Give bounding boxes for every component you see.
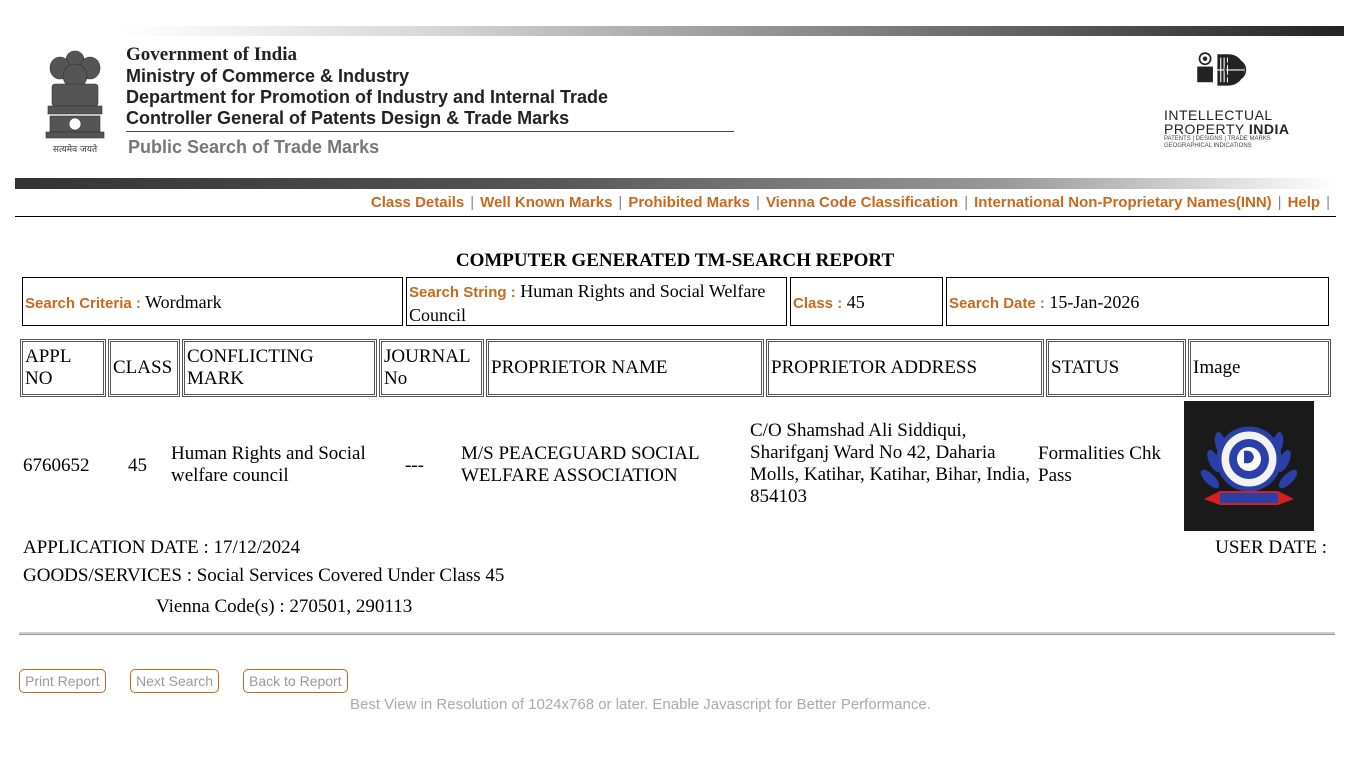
user-date: USER DATE : (1215, 537, 1327, 558)
header-ministry: Ministry of Commerce & Industry (126, 66, 410, 86)
nav-separator: | (1326, 194, 1330, 211)
nav-separator: | (1277, 194, 1282, 211)
col-journal-no: JOURNAL No (379, 339, 484, 397)
ipi-line2b: INDIA (1248, 121, 1290, 137)
row-journal: --- (405, 455, 424, 476)
ipi-line3: PATENTS | DESIGNS | TRADE MARKS (1164, 136, 1271, 142)
nav-vienna-code[interactable]: Vienna Code Classification (765, 194, 959, 211)
nav-class-details[interactable]: Class Details (370, 194, 465, 211)
back-to-report-button[interactable]: Back to Report (243, 669, 348, 693)
nav-separator: | (756, 194, 760, 211)
col-status: STATUS (1046, 339, 1186, 397)
search-criteria-box (22, 277, 403, 326)
top-nav (371, 194, 1336, 211)
search-date-label: Search Date : (949, 295, 1045, 312)
trademark-image[interactable] (1184, 401, 1314, 531)
nav-underline (15, 216, 1336, 217)
search-criteria-value: Wordmark (145, 292, 222, 312)
search-criteria-label: Search Criteria : (25, 295, 141, 312)
nav-separator: | (964, 194, 969, 211)
goods-services: GOODS/SERVICES : Social Services Covered Under Class 45 (23, 565, 505, 586)
ipi-line4: GEOGRAPHICAL INDICATIONS (1164, 143, 1252, 149)
header-government: Government of India (126, 44, 297, 65)
col-class: CLASS (108, 339, 180, 397)
col-image: Image (1188, 339, 1331, 397)
ip-india-logo-icon (1162, 52, 1312, 108)
print-report-button[interactable]: Print Report (19, 669, 106, 693)
application-date: APPLICATION DATE : 17/12/2024 (23, 537, 301, 558)
results-divider (19, 632, 1335, 635)
search-string-value: Human Rights and Social Welfare Council (409, 281, 766, 325)
trademark-logo-icon (1184, 401, 1314, 531)
search-date-value: 15-Jan-2026 (1049, 292, 1140, 312)
ipi-line1: INTELLECTUAL (1164, 107, 1273, 123)
class-value: 45 (846, 292, 865, 312)
header-controller: Controller General of Patents Design & Trade Marks (126, 108, 570, 128)
row-appl-no: 6760652 (23, 455, 90, 476)
search-string-box (406, 277, 787, 326)
nav-well-known-marks[interactable]: Well Known Marks (480, 194, 613, 211)
emblem-caption: सत्यमेव जयते (52, 145, 98, 155)
header-rule (126, 131, 734, 132)
row-conflicting-mark: Human Rights and Social welfare council (171, 443, 366, 486)
header-divider-bar (15, 178, 1336, 189)
class-box (790, 277, 943, 326)
national-emblem-icon (38, 44, 112, 156)
row-status: Formalities Chk Pass (1038, 443, 1161, 486)
header-text-block (126, 44, 608, 129)
row-proprietor-name: M/S PEACEGUARD SOCIAL WELFARE ASSOCIATION (461, 443, 699, 486)
nav-separator: | (470, 194, 475, 211)
header-department: Department for Promotion of Industry and Internal Trade (126, 87, 609, 107)
class-label: Class : (793, 295, 843, 312)
top-gradient-bar (120, 26, 1344, 36)
col-proprietor-address: PROPRIETOR ADDRESS (766, 339, 1044, 397)
ipi-line2a: PROPERTY (1164, 121, 1249, 137)
header-subtitle: Public Search of Trade Marks (128, 137, 380, 157)
vienna-codes: Vienna Code(s) : 270501, 290113 (156, 596, 413, 617)
col-proprietor-name: PROPRIETOR NAME (486, 339, 764, 397)
report-title: COMPUTER GENERATED TM-SEARCH REPORT (455, 250, 895, 271)
nav-prohibited-marks[interactable]: Prohibited Marks (628, 194, 751, 211)
col-conflicting-mark: CONFLICTING MARK (182, 339, 377, 397)
footer-note: Best View in Resolution of 1024x768 or later. Enable Javascript for Better Performance. (350, 696, 931, 713)
results-table-header (20, 339, 1331, 397)
search-date-box (946, 277, 1329, 326)
row-proprietor-address: C/O Shamshad Ali Siddiqui, Sharifganj Ward No 42, Daharia Molls, Katihar, Katihar, Bihar, India, 854103 (750, 420, 1031, 507)
nav-help[interactable]: Help (1287, 194, 1321, 211)
col-appl-no: APPL NO (20, 339, 106, 397)
next-search-button[interactable]: Next Search (130, 669, 219, 693)
row-class: 45 (128, 455, 147, 476)
nav-separator: | (618, 194, 623, 211)
nav-inn[interactable]: International Non-Proprietary Names(INN) (974, 194, 1272, 211)
ip-india-logo-text (1164, 108, 1290, 150)
search-string-label: Search String : (409, 284, 516, 301)
